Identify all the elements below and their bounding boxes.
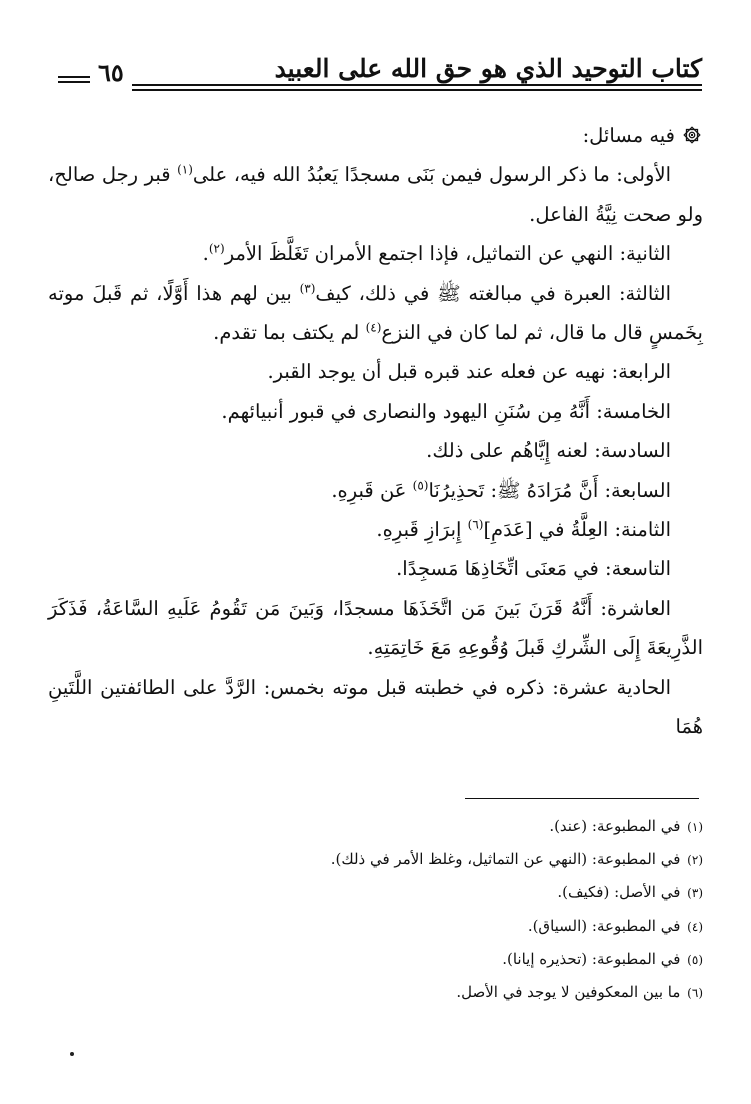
footnote-1 bbox=[48, 810, 703, 843]
issue-7-text-cont: عَن قَبرِهِ. bbox=[331, 478, 413, 502]
footnote-text: في المطبوعة: (عند). bbox=[549, 817, 681, 835]
footnotes bbox=[48, 810, 703, 1009]
footnote-4 bbox=[48, 910, 703, 943]
footnote-ref-3[interactable]: (٣) bbox=[299, 281, 316, 296]
footnote-ref-1[interactable]: (١) bbox=[177, 162, 193, 177]
issue-1 bbox=[48, 155, 703, 234]
intro-text: فيه مسائل: bbox=[582, 124, 675, 147]
footnote-text: ما بين المعكوفين لا يوجد في الأصل. bbox=[456, 983, 681, 1002]
footnote-number: (١) bbox=[687, 820, 703, 834]
footnote-number: (٣) bbox=[687, 886, 703, 901]
issue-7 bbox=[48, 471, 703, 510]
flower-ornament-icon bbox=[681, 124, 703, 146]
footnote-text: في الأصل: (فكيف). bbox=[557, 883, 681, 902]
issue-3 bbox=[48, 274, 703, 353]
footnote-number: (٥) bbox=[687, 952, 703, 967]
footnote-6 bbox=[48, 976, 703, 1009]
page-header bbox=[52, 48, 702, 98]
issue-9: التاسعة: في مَعنَى اتِّخَاذِهَا مَسجِدًا. bbox=[396, 557, 671, 581]
issue-6: السادسة: لعنه إِيَّاهُم على ذلك. bbox=[426, 439, 671, 463]
issue-2-text-cont: . bbox=[202, 242, 209, 266]
issue-5: الخامسة: أَنَّهُ مِن سُنَنِ اليهود والنصارى في قبور أنبيائهم. bbox=[221, 399, 671, 423]
issue-3-text-end: لم يكتف بما تقدم. bbox=[213, 321, 366, 345]
issue-4: الرابعة: نهيه عن فعله عند قبره قبل أن يوجد القبر. bbox=[267, 360, 671, 384]
footnote-ref-4[interactable]: (٤) bbox=[365, 320, 382, 335]
issue-8-text-cont: إِبرَازِ قَبرِهِ. bbox=[376, 518, 468, 542]
footnote-number: (٦) bbox=[687, 986, 703, 1001]
footnote-ref-2[interactable]: (٢) bbox=[208, 241, 225, 256]
issue-3-text-cont: بين لهم هذا أَوَّلًا، ثم قَبلَ موته بِخَمسٍ قال ما قال، ثم لما كان في النزع bbox=[48, 281, 703, 345]
book-title: كتاب التوحيد الذي هو حق الله على العبيد bbox=[274, 54, 702, 83]
main-text bbox=[48, 116, 703, 747]
footnote-text: في المطبوعة: (السياق). bbox=[527, 916, 681, 935]
header-rule-short bbox=[58, 76, 90, 86]
issue-3-text: الثالثة: العبرة في مبالغته ﷺ في ذلك، كيف bbox=[315, 281, 672, 305]
issues-intro bbox=[48, 116, 703, 155]
footnote-text: في المطبوعة: (تحذيره إيانا). bbox=[502, 949, 681, 968]
footnote-3 bbox=[48, 876, 703, 909]
issue-1-text-cont: قبر رجل صالح، ولو صحت نِيَّةُ الفاعل. bbox=[48, 163, 703, 226]
page-number: ٦٥ bbox=[98, 58, 124, 87]
issue-10: العاشرة: أَنَّهُ قَرَنَ بَينَ مَن اتَّخَذَهَا مسجدًا، وَبَينَ مَن تَقُومُ عَلَيهِ السَّاعَةُ، فَذَكَرَ الذَّرِيعَةَ إِلَى الشِّركِ قَبلَ وُقُوعِهِ مَعَ خَاتِمَتِهِ. bbox=[48, 596, 703, 660]
issue-2 bbox=[48, 234, 703, 273]
footnote-ref-6[interactable]: (٦) bbox=[467, 517, 484, 532]
page-speck bbox=[70, 1052, 74, 1056]
footnote-ref-5[interactable]: (٥) bbox=[412, 478, 429, 493]
issue-11: الحادية عشرة: ذكره في خطبته قبل موته بخمس: الرَّدَّ على الطائفتين اللَّتَينِ هُمَا bbox=[48, 675, 703, 739]
issue-8-text: الثامنة: العِلَّةُ في [عَدَمِ] bbox=[483, 518, 671, 542]
footnote-2 bbox=[48, 843, 703, 876]
issue-7-text: السابعة: أَنَّ مُرَادَهُ ﷺ: تَحذِيرُنَا bbox=[428, 478, 671, 502]
issue-8 bbox=[48, 510, 703, 549]
footnote-5 bbox=[48, 943, 703, 976]
issue-1-text: الأولى: ما ذكر الرسول فيمن بَنَى مسجدًا يَعبُدُ الله فيه، على bbox=[192, 163, 671, 187]
header-rule-long bbox=[132, 84, 702, 94]
footnote-number: (٢) bbox=[687, 853, 703, 868]
footnote-number: (٤) bbox=[687, 919, 703, 934]
footnote-text: في المطبوعة: (النهي عن التماثيل، وغلظ الأمر في ذلك). bbox=[330, 850, 681, 869]
issue-2-text: الثانية: النهي عن التماثيل، فإذا اجتمع الأمران تَغَلَّظَ الأمر bbox=[224, 242, 671, 266]
footnote-separator bbox=[465, 798, 699, 799]
